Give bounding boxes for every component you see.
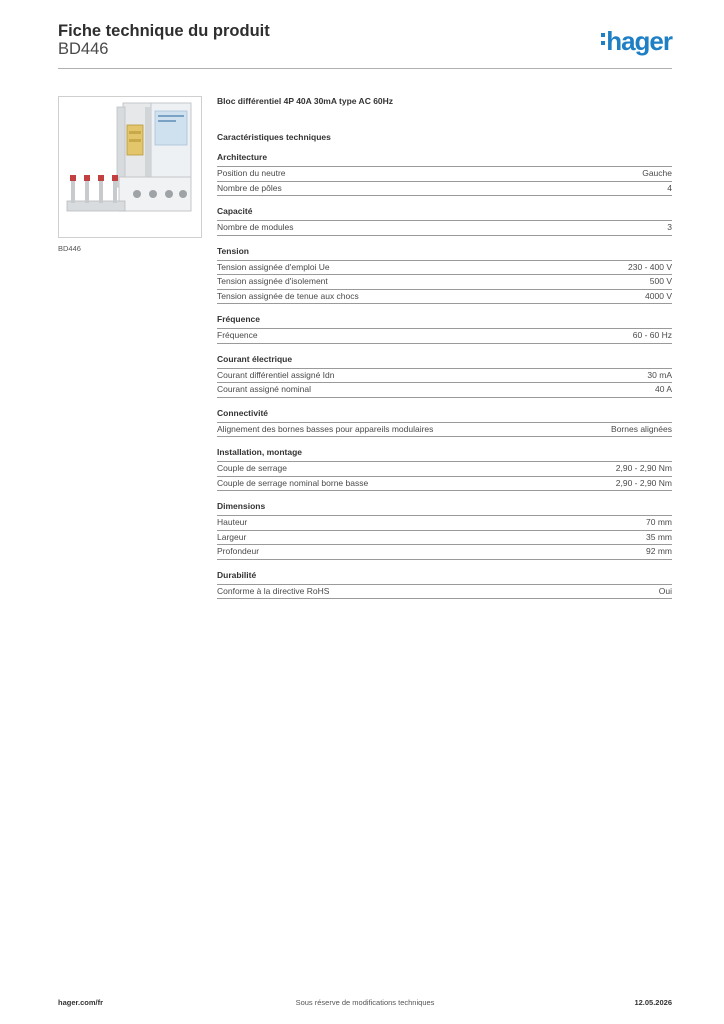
spec-row: [217, 289, 672, 305]
spec-row: [217, 166, 672, 181]
footer-notice: Sous réserve de modifications techniques: [295, 998, 435, 1007]
spec-label: Alignement des bornes basses pour appareils modulaires: [217, 423, 434, 434]
spec-label: Conforme à la directive RoHS: [217, 585, 330, 596]
spec-label: Hauteur: [217, 517, 248, 527]
spec-label: Position du neutre: [217, 168, 286, 178]
spec-label: Courant différentiel assigné Idn: [217, 369, 335, 380]
spec-label: Courant assigné nominal: [217, 384, 312, 394]
residual-current-block-icon: [59, 97, 201, 237]
spec-section: [217, 314, 672, 344]
spec-sections: [217, 152, 672, 599]
page-header: [58, 20, 672, 70]
section-title: Courant électrique: [217, 353, 293, 364]
spec-value: Gauche: [642, 168, 672, 178]
spec-section: [217, 354, 672, 398]
logo-colon-icon: [601, 33, 605, 49]
spec-row: [217, 476, 672, 492]
spec-heading: Caractéristiques techniques: [217, 132, 331, 142]
spec-row: [217, 515, 672, 530]
section-title: Tension: [217, 245, 249, 256]
spec-section: [217, 501, 672, 560]
spec-value: Oui: [658, 585, 672, 596]
spec-value: 60 - 60 Hz: [632, 330, 672, 340]
spec-label: Couple de serrage nominal borne basse: [217, 477, 369, 488]
spec-row: [217, 220, 672, 236]
spec-row: [217, 544, 672, 560]
spec-value: 40 A: [654, 384, 672, 394]
spec-label: Nombre de pôles: [217, 182, 282, 193]
spec-label: Couple de serrage: [217, 463, 287, 473]
section-title: Installation, montage: [217, 447, 303, 457]
product-description: Bloc différentiel 4P 40A 30mA type AC 60Hz: [217, 96, 394, 106]
spec-value: 2,90 - 2,90 Nm: [615, 477, 672, 488]
document-title: Fiche technique du produit: [58, 22, 270, 40]
logo-text: hager: [606, 26, 672, 56]
page-footer: [58, 998, 672, 1010]
spec-section: [217, 447, 672, 491]
spec-value: 30 mA: [647, 369, 672, 380]
product-reference: BD446: [58, 40, 109, 58]
spec-row: [217, 382, 672, 398]
spec-label: Fréquence: [217, 330, 258, 340]
spec-row: [217, 328, 672, 344]
spec-value: 35 mm: [646, 531, 672, 542]
section-title: Durabilité: [217, 569, 257, 580]
section-title: Fréquence: [217, 314, 260, 324]
spec-row: [217, 274, 672, 289]
spec-label: Profondeur: [217, 546, 260, 556]
spec-label: Nombre de modules: [217, 222, 294, 232]
footer-website: hager.com/fr: [58, 998, 104, 1007]
spec-row: [217, 260, 672, 275]
spec-row: [217, 530, 672, 545]
spec-value: 4000 V: [645, 290, 672, 301]
spec-label: Largeur: [217, 531, 247, 542]
spec-value: 70 mm: [646, 517, 672, 527]
image-caption: BD446: [58, 244, 81, 253]
spec-label: Tension assignée de tenue aux chocs: [217, 290, 359, 301]
section-title: Dimensions: [217, 501, 266, 511]
spec-section: [217, 206, 672, 236]
spec-label: Tension assignée d'emploi Ue: [217, 261, 330, 272]
spec-label: Tension assignée d'isolement: [217, 276, 328, 286]
spec-value: Bornes alignées: [611, 423, 672, 434]
section-title: Architecture: [217, 152, 268, 162]
spec-row: [217, 422, 672, 438]
hager-logo: [601, 26, 672, 57]
header-divider: [58, 68, 672, 69]
spec-value: 230 - 400 V: [628, 261, 672, 272]
spec-row: [217, 181, 672, 197]
spec-value: 2,90 - 2,90 Nm: [615, 463, 672, 473]
product-image: [58, 96, 202, 238]
footer-date: 12.05.2026: [634, 998, 672, 1007]
spec-value: 500 V: [649, 276, 672, 286]
spec-value: 3: [667, 222, 672, 232]
spec-content: [217, 96, 672, 609]
section-title: Connectivité: [217, 407, 269, 418]
spec-section: [217, 408, 672, 438]
spec-section: [217, 570, 672, 600]
spec-section: [217, 246, 672, 305]
section-title: Capacité: [217, 206, 253, 216]
spec-row: [217, 461, 672, 476]
spec-row: [217, 368, 672, 383]
spec-row: [217, 584, 672, 600]
spec-value: 92 mm: [646, 546, 672, 556]
spec-section: [217, 152, 672, 196]
spec-value: 4: [667, 182, 672, 193]
